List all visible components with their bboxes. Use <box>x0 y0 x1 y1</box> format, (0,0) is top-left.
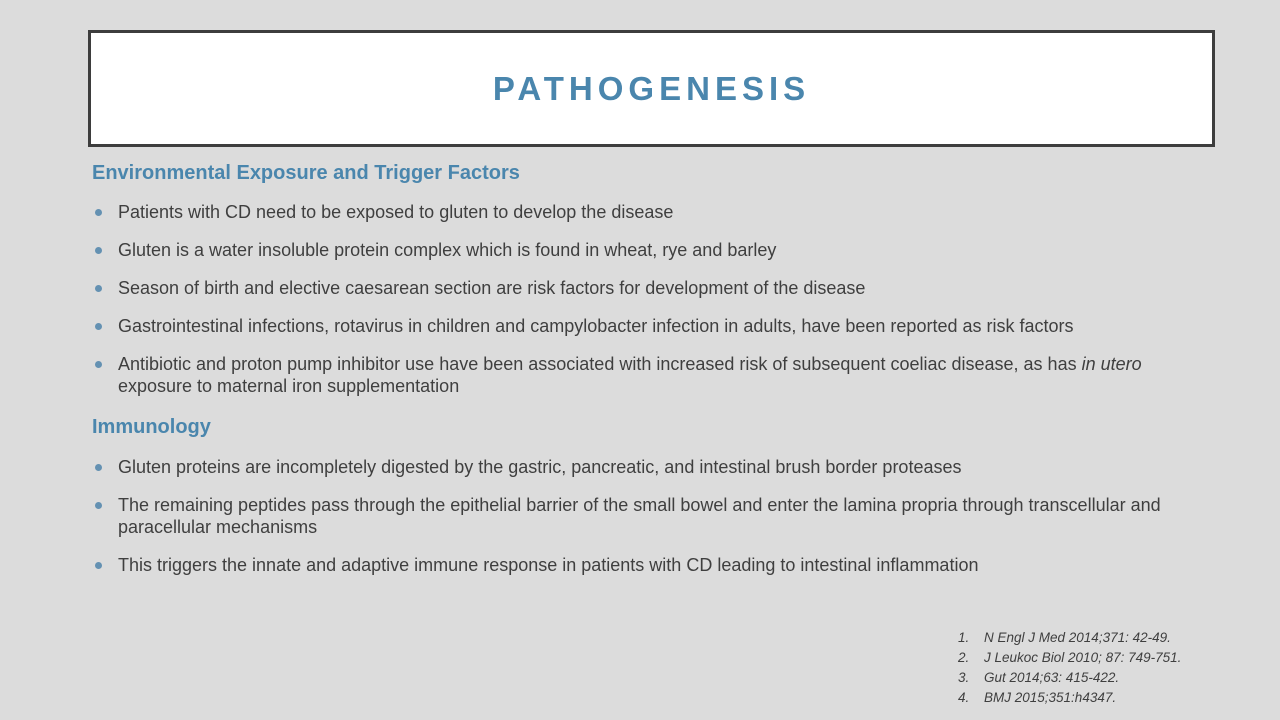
title-box <box>88 30 1215 147</box>
bullet-text: Season of birth and elective caesarean section are risk factors for development of the disease <box>118 278 866 298</box>
reference-text: N Engl J Med 2014;371: 42-49. <box>984 630 1171 645</box>
section-heading-environmental: Environmental Exposure and Trigger Factors <box>92 162 520 184</box>
reference-item <box>958 648 1181 668</box>
reference-text: Gut 2014;63: 415-422. <box>984 670 1120 685</box>
reference-item <box>958 628 1181 648</box>
slide-title: PATHOGENESIS <box>492 69 811 107</box>
bullet-list-environmental <box>92 201 1218 397</box>
bullet-text-italic-segment: in utero <box>1081 354 1142 374</box>
bullet-item <box>92 554 1218 576</box>
bullet-icon <box>95 562 102 569</box>
bullet-list-immunology <box>92 456 1218 576</box>
reference-number: 3. <box>958 670 970 685</box>
bullet-icon <box>95 285 102 292</box>
bullet-text-segment: Antibiotic and proton pump inhibitor use have been associated with increased risk of subsequent coeliac disease, as has <box>118 354 1082 374</box>
bullet-icon <box>95 247 102 254</box>
bullet-icon <box>95 323 102 330</box>
section-heading-immunology: Immunology <box>92 416 211 438</box>
bullet-icon <box>95 502 102 509</box>
bullet-text <box>118 353 1218 397</box>
bullet-text: Patients with CD need to be exposed to gluten to develop the disease <box>118 202 674 222</box>
reference-text: BMJ 2015;351:h4347. <box>984 690 1117 705</box>
bullet-item <box>92 494 1218 538</box>
bullet-item <box>92 277 1218 299</box>
bullet-icon <box>95 361 102 368</box>
bullet-item <box>92 456 1218 478</box>
bullet-item <box>92 315 1218 337</box>
reference-number: 1. <box>958 630 970 645</box>
reference-text: J Leukoc Biol 2010; 87: 749-751. <box>984 650 1182 665</box>
bullet-item <box>92 353 1218 397</box>
bullet-text: The remaining peptides pass through the epithelial barrier of the small bowel and enter the lamina propria through transcellular and paracellular mechanisms <box>118 495 1161 537</box>
reference-number: 2. <box>958 650 970 665</box>
bullet-text-segment: exposure to maternal iron supplementation <box>118 376 460 396</box>
reference-number: 4. <box>958 690 970 705</box>
reference-item <box>958 688 1181 708</box>
bullet-item <box>92 239 1218 261</box>
bullet-text: Gastrointestinal infections, rotavirus in children and campylobacter infection in adults, have been reported as risk factors <box>118 316 1074 336</box>
bullet-text: Gluten proteins are incompletely digested by the gastric, pancreatic, and intestinal brush border proteases <box>118 457 962 477</box>
bullet-icon <box>95 464 102 471</box>
bullet-text: Gluten is a water insoluble protein complex which is found in wheat, rye and barley <box>118 240 777 260</box>
bullet-item <box>92 201 1218 223</box>
reference-item <box>958 668 1181 688</box>
bullet-text: This triggers the innate and adaptive immune response in patients with CD leading to intestinal inflammation <box>118 555 979 575</box>
references-list <box>958 628 1181 708</box>
bullet-icon <box>95 209 102 216</box>
slide-body <box>92 162 1218 592</box>
